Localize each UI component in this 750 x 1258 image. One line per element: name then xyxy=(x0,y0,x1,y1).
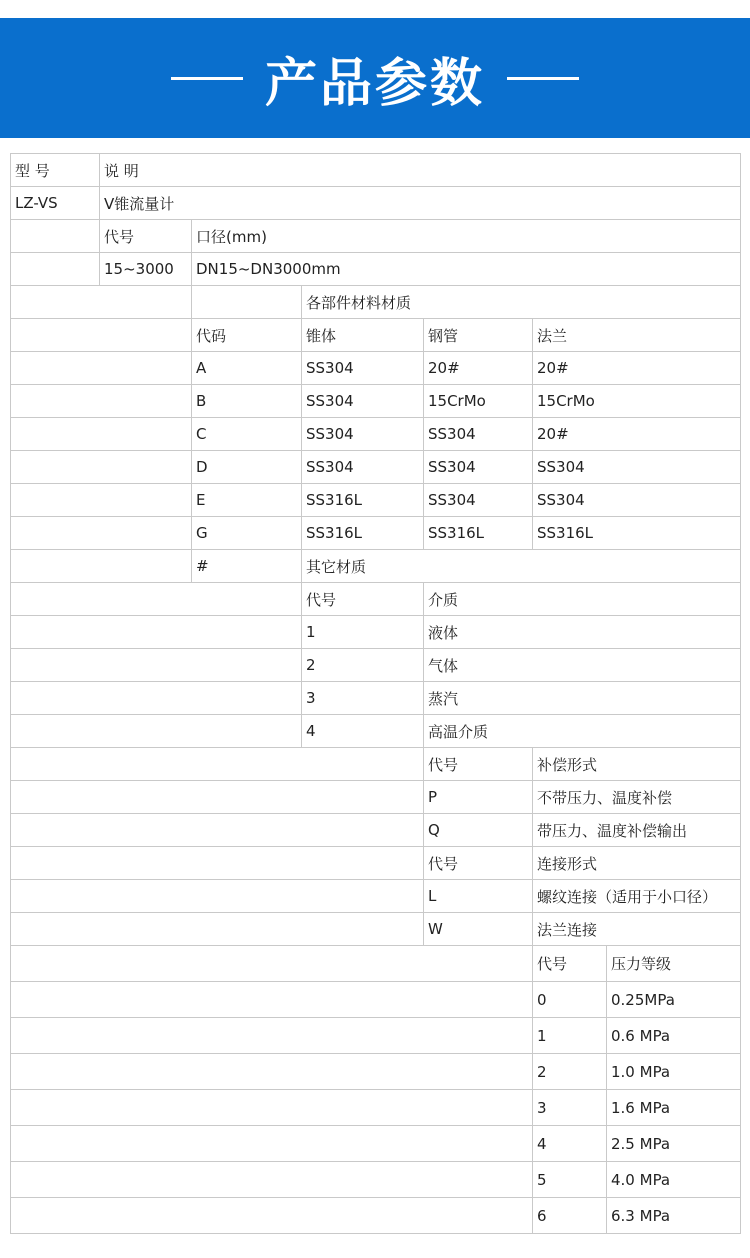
material-code: E xyxy=(192,484,302,517)
title-right-line xyxy=(507,77,579,80)
materials-header-row xyxy=(11,319,741,352)
medium-desc: 蒸汽 xyxy=(424,682,741,715)
model-desc: V锥流量计 xyxy=(100,187,741,220)
materials-header-cone: 锥体 xyxy=(302,319,424,352)
pressure-value: 1.6 MPa xyxy=(607,1090,741,1126)
material-pipe: SS316L xyxy=(424,517,533,550)
diameter-desc: DN15~DN3000mm xyxy=(192,253,741,286)
material-pipe: SS304 xyxy=(424,418,533,451)
material-flange: SS304 xyxy=(533,451,741,484)
material-cone: SS304 xyxy=(302,451,424,484)
model-desc-header: 说 明 xyxy=(100,154,741,187)
materials-row xyxy=(11,451,741,484)
materials-header-flange: 法兰 xyxy=(533,319,741,352)
diameter-code-header: 代号 xyxy=(100,220,192,253)
material-cone: SS316L xyxy=(302,484,424,517)
connection-code: L xyxy=(424,880,533,913)
connection-row xyxy=(11,913,741,946)
material-cone: SS304 xyxy=(302,385,424,418)
materials-title: 各部件材料材质 xyxy=(302,286,741,319)
material-cone: SS316L xyxy=(302,517,424,550)
material-flange: SS316L xyxy=(533,517,741,550)
pressure-code: 0 xyxy=(533,982,607,1018)
connection-header-desc: 连接形式 xyxy=(533,847,741,880)
model-code: LZ-VS xyxy=(11,187,100,220)
pressure-value: 1.0 MPa xyxy=(607,1054,741,1090)
materials-row xyxy=(11,484,741,517)
connection-header-row xyxy=(11,847,741,880)
medium-row xyxy=(11,616,741,649)
connection-desc: 螺纹连接（适用于小口径） xyxy=(533,880,741,913)
material-other-desc: 其它材质 xyxy=(302,550,741,583)
connection-header-code: 代号 xyxy=(424,847,533,880)
material-pipe: 15CrMo xyxy=(424,385,533,418)
medium-code: 2 xyxy=(302,649,424,682)
compensation-row xyxy=(11,814,741,847)
pressure-row xyxy=(11,1090,741,1126)
spec-table xyxy=(10,153,741,1234)
materials-header-code: 代码 xyxy=(192,319,302,352)
model-header-row xyxy=(11,154,741,187)
diameter-code: 15~3000 xyxy=(100,253,192,286)
compensation-header-desc: 补偿形式 xyxy=(533,748,741,781)
pressure-row xyxy=(11,1162,741,1198)
material-cone: SS304 xyxy=(302,352,424,385)
diameter-desc-header: 口径(mm) xyxy=(192,220,741,253)
medium-desc: 气体 xyxy=(424,649,741,682)
pressure-code: 3 xyxy=(533,1090,607,1126)
pressure-row xyxy=(11,1198,741,1234)
medium-header-desc: 介质 xyxy=(424,583,741,616)
diameter-row xyxy=(11,253,741,286)
pressure-value: 4.0 MPa xyxy=(607,1162,741,1198)
material-code: B xyxy=(192,385,302,418)
pressure-code: 5 xyxy=(533,1162,607,1198)
compensation-header-row xyxy=(11,748,741,781)
page-title: 产品参数 xyxy=(264,53,485,114)
pressure-row xyxy=(11,1126,741,1162)
pressure-row xyxy=(11,1054,741,1090)
compensation-row xyxy=(11,781,741,814)
model-row xyxy=(11,187,741,220)
model-code-header: 型 号 xyxy=(11,154,100,187)
material-cone: SS304 xyxy=(302,418,424,451)
material-code: G xyxy=(192,517,302,550)
materials-row xyxy=(11,517,741,550)
medium-desc: 液体 xyxy=(424,616,741,649)
compensation-code: Q xyxy=(424,814,533,847)
compensation-desc: 不带压力、温度补偿 xyxy=(533,781,741,814)
pressure-header-row xyxy=(11,946,741,982)
connection-code: W xyxy=(424,913,533,946)
compensation-header-code: 代号 xyxy=(424,748,533,781)
materials-row xyxy=(11,385,741,418)
header-banner xyxy=(0,18,750,138)
medium-code: 1 xyxy=(302,616,424,649)
material-other-code: # xyxy=(192,550,302,583)
material-flange: SS304 xyxy=(533,484,741,517)
compensation-code: P xyxy=(424,781,533,814)
pressure-value: 0.6 MPa xyxy=(607,1018,741,1054)
materials-other-row xyxy=(11,550,741,583)
diameter-header-row xyxy=(11,220,741,253)
connection-row xyxy=(11,880,741,913)
pressure-value: 0.25MPa xyxy=(607,982,741,1018)
materials-row xyxy=(11,418,741,451)
material-code: D xyxy=(192,451,302,484)
pressure-header-desc: 压力等级 xyxy=(607,946,741,982)
medium-row xyxy=(11,715,741,748)
compensation-desc: 带压力、温度补偿输出 xyxy=(533,814,741,847)
medium-row xyxy=(11,682,741,715)
title-left-line xyxy=(171,77,243,80)
material-pipe: SS304 xyxy=(424,484,533,517)
pressure-code: 1 xyxy=(533,1018,607,1054)
material-flange: 20# xyxy=(533,418,741,451)
pressure-code: 6 xyxy=(533,1198,607,1234)
material-pipe: 20# xyxy=(424,352,533,385)
materials-title-row xyxy=(11,286,741,319)
pressure-value: 2.5 MPa xyxy=(607,1126,741,1162)
materials-row xyxy=(11,352,741,385)
material-code: C xyxy=(192,418,302,451)
material-code: A xyxy=(192,352,302,385)
material-pipe: SS304 xyxy=(424,451,533,484)
medium-header-code: 代号 xyxy=(302,583,424,616)
connection-desc: 法兰连接 xyxy=(533,913,741,946)
medium-header-row xyxy=(11,583,741,616)
pressure-row xyxy=(11,982,741,1018)
material-flange: 20# xyxy=(533,352,741,385)
pressure-code: 2 xyxy=(533,1054,607,1090)
pressure-code: 4 xyxy=(533,1126,607,1162)
medium-code: 3 xyxy=(302,682,424,715)
pressure-header-code: 代号 xyxy=(533,946,607,982)
materials-header-pipe: 钢管 xyxy=(424,319,533,352)
medium-code: 4 xyxy=(302,715,424,748)
medium-row xyxy=(11,649,741,682)
medium-desc: 高温介质 xyxy=(424,715,741,748)
pressure-row xyxy=(11,1018,741,1054)
material-flange: 15CrMo xyxy=(533,385,741,418)
pressure-value: 6.3 MPa xyxy=(607,1198,741,1234)
